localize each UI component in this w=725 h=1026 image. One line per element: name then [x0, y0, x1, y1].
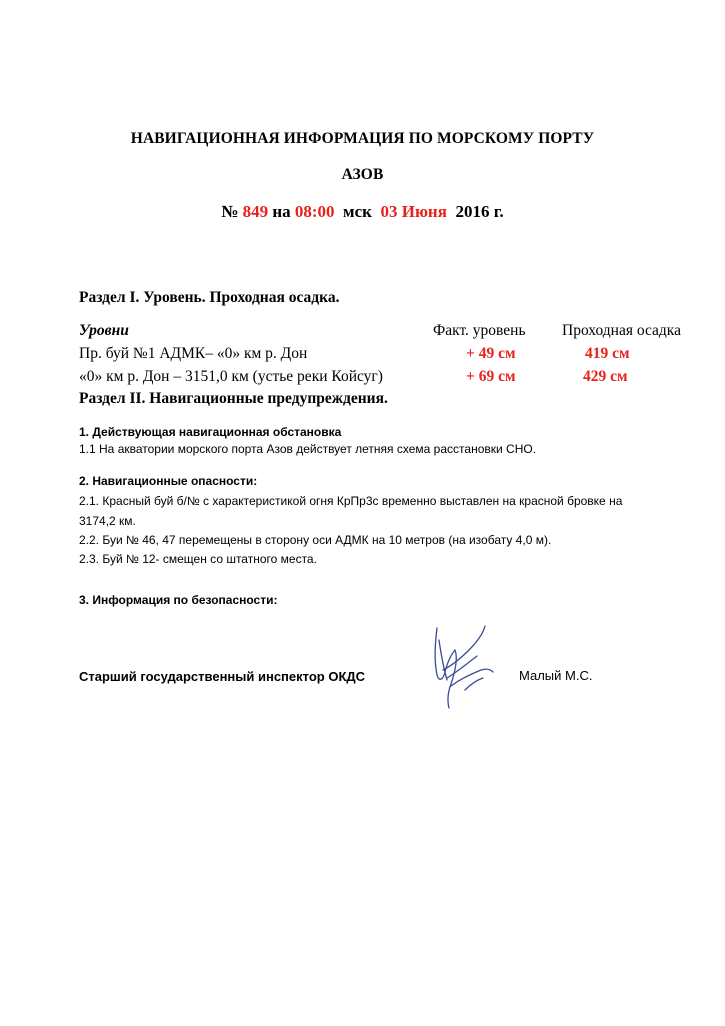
issue-line	[0, 202, 725, 222]
section-1-title: Раздел I. Уровень. Проходная осадка.	[79, 289, 340, 306]
number-sign: №	[221, 202, 239, 221]
level-row-2-label: «0» км р. Дон – 3151,0 км (устье реки Койсуг)	[79, 368, 383, 385]
column-levels-header: Уровни	[79, 322, 129, 339]
level-row-1-draft: 419 см	[585, 345, 630, 362]
issue-time: 08:00	[294, 202, 335, 221]
issue-date: 03 Июня	[380, 202, 447, 221]
column-fact-header: Факт. уровень	[433, 322, 526, 339]
subsection-1-item-1: 1.1 На акватории морского порта Азов действует летняя схема расстановки СНО.	[79, 442, 537, 456]
subsection-1-heading: 1. Действующая навигационная обстановка	[79, 425, 342, 439]
issue-year: 2016 г.	[455, 202, 504, 221]
subsection-2-item-1-cont: 3174,2 км.	[79, 514, 136, 528]
section-2-title: Раздел II. Навигационные предупреждения.	[79, 390, 388, 407]
document-title: НАВИГАЦИОННАЯ ИНФОРМАЦИЯ ПО МОРСКОМУ ПОРТУ	[130, 130, 595, 147]
column-draft-header: Проходная осадка	[562, 322, 681, 339]
signer-name: Малый М.С.	[519, 668, 593, 683]
level-row-1-label: Пр. буй №1 АДМК– «0» км р. Дон	[79, 345, 308, 362]
level-row-1-fact: + 49 см	[466, 345, 516, 362]
issue-number: 849	[242, 202, 269, 221]
subsection-2-item-1: 2.1. Красный буй б/№ с характеристикой огня КрПр3с временно выставлен на красной бровке на	[79, 494, 623, 508]
port-name: АЗОВ	[341, 166, 384, 183]
level-row-2-draft: 429 см	[583, 368, 628, 385]
issue-on: на	[272, 202, 291, 221]
subsection-2-item-3: 2.3. Буй № 12- смещен со штатного места.	[79, 552, 317, 566]
subsection-2-item-2: 2.2. Буи № 46, 47 перемещены в сторону оси АДМК на 10 метров (на изобату 4,0 м).	[79, 533, 552, 547]
level-row-2-fact: + 69 см	[466, 368, 516, 385]
subsection-2-heading: 2. Навигационные опасности:	[79, 474, 258, 488]
signature-image	[425, 620, 520, 715]
subsection-3-heading: 3. Информация по безопасности:	[79, 593, 278, 607]
signer-position: Старший государственный инспектор ОКДС	[79, 669, 366, 684]
issue-timezone: мск	[343, 202, 372, 221]
